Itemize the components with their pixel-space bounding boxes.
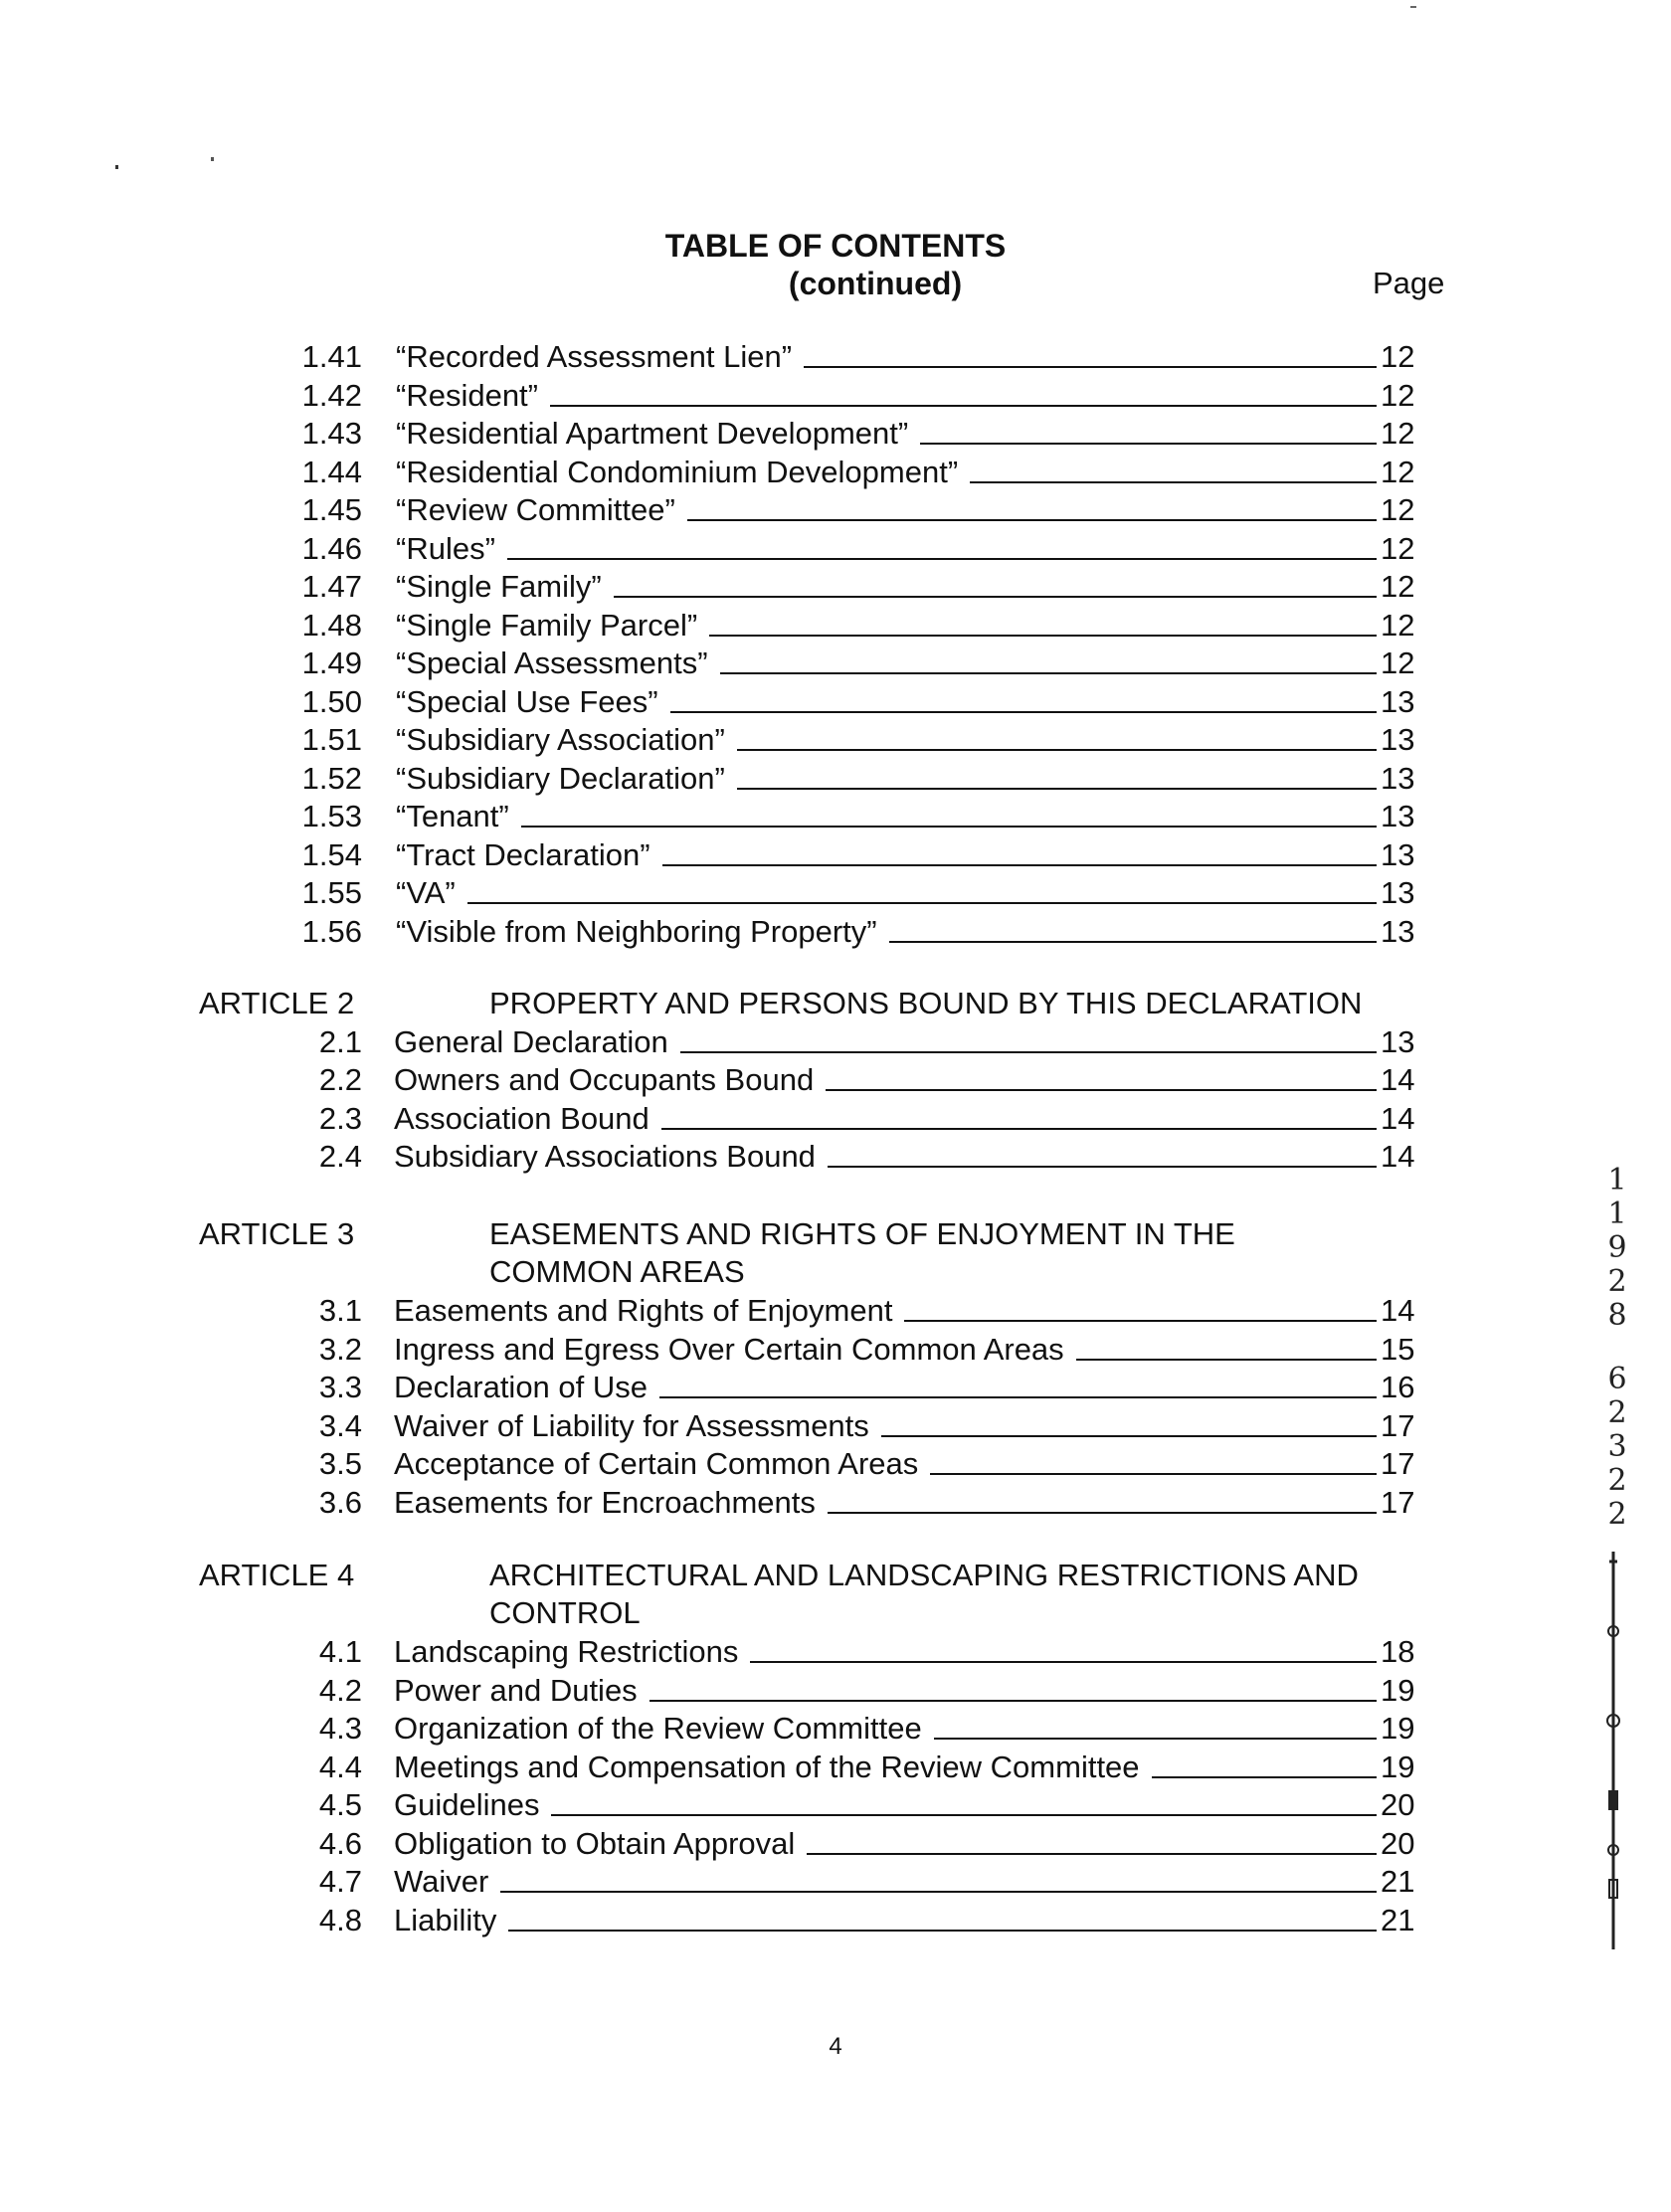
toc-entry-number: 1.56 xyxy=(301,913,362,949)
page-column-label: Page xyxy=(1373,266,1445,300)
toc-entry-label: General Declaration xyxy=(394,1023,668,1059)
toc-entry-label: “Rules” xyxy=(396,530,495,566)
dot-leader xyxy=(737,788,1377,790)
dot-leader xyxy=(467,902,1377,904)
toc-entry[interactable] xyxy=(0,1331,1671,1369)
toc-entry-number: 3.1 xyxy=(318,1293,362,1328)
toc-entry-label: “Resident” xyxy=(396,377,538,413)
toc-entry-label: Waiver of Liability for Assessments xyxy=(394,1407,869,1443)
dot-leader xyxy=(521,826,1377,828)
toc-entry-number: 1.51 xyxy=(301,722,362,757)
toc-entry[interactable] xyxy=(0,338,1671,376)
toc-entry-page: 19 xyxy=(1381,1672,1415,1708)
toc-entry-label: Obligation to Obtain Approval xyxy=(394,1825,796,1861)
toc-entry-page: 12 xyxy=(1381,530,1415,566)
toc-entry-number: 1.53 xyxy=(301,799,362,833)
toc-entry[interactable] xyxy=(0,645,1671,682)
toc-entry-label: Guidelines xyxy=(394,1787,540,1822)
toc-entry-page: 16 xyxy=(1381,1370,1415,1404)
toc-entry-label: “Subsidiary Association” xyxy=(396,722,725,757)
toc-entry[interactable] xyxy=(0,568,1671,606)
toc-entry[interactable] xyxy=(0,1902,1671,1939)
dot-leader xyxy=(507,558,1377,560)
toc-entry-number: 4.8 xyxy=(318,1902,362,1937)
toc-entry[interactable] xyxy=(0,1100,1671,1138)
toc-entry-label: Easements and Rights of Enjoyment xyxy=(394,1293,893,1328)
page-title: TABLE OF CONTENTS xyxy=(664,228,1007,264)
toc-entry-label: Subsidiary Associations Bound xyxy=(394,1139,816,1174)
toc-entry[interactable] xyxy=(0,836,1671,874)
toc-entry-page: 12 xyxy=(1381,645,1415,680)
binding-mark-icon xyxy=(1603,1552,1623,1949)
dot-leader xyxy=(828,1512,1377,1514)
toc-entry-page: 14 xyxy=(1381,1139,1415,1174)
toc-entry[interactable] xyxy=(0,1484,1671,1522)
scan-speck xyxy=(211,157,214,161)
toc-entry-number: 4.6 xyxy=(318,1825,362,1861)
toc-entry-page: 21 xyxy=(1381,1864,1415,1899)
toc-entry[interactable] xyxy=(0,415,1671,453)
toc-entry-page: 18 xyxy=(1381,1634,1415,1669)
dot-leader xyxy=(930,1473,1377,1475)
toc-entry[interactable] xyxy=(0,1445,1671,1483)
toc-entry-number: 4.2 xyxy=(318,1672,362,1708)
toc-entry[interactable] xyxy=(0,1633,1671,1671)
dot-leader xyxy=(970,481,1377,483)
article-label: ARTICLE 4 xyxy=(199,1558,355,1592)
toc-entry-label: Acceptance of Certain Common Areas xyxy=(394,1446,919,1481)
dot-leader xyxy=(670,711,1377,713)
toc-entry-label: Organization of the Review Committee xyxy=(394,1711,922,1746)
toc-entry-page: 12 xyxy=(1381,377,1415,413)
dot-leader xyxy=(828,1166,1377,1168)
toc-entry-label: Meetings and Compensation of the Review Committee xyxy=(394,1749,1140,1784)
toc-entry-number: 1.52 xyxy=(301,760,362,796)
toc-entry-label: Liability xyxy=(394,1902,497,1937)
toc-entry-number: 1.42 xyxy=(301,377,362,413)
dot-leader xyxy=(750,1661,1377,1663)
dot-leader xyxy=(650,1700,1377,1702)
toc-entry-label: “Special Use Fees” xyxy=(396,683,658,719)
toc-entry[interactable] xyxy=(0,1292,1671,1330)
toc-entry-page: 13 xyxy=(1381,913,1415,949)
toc-entry-number: 1.48 xyxy=(301,607,362,643)
toc-entry-page: 13 xyxy=(1381,875,1415,910)
toc-entry-number: 2.4 xyxy=(318,1139,362,1174)
toc-entry-number: 1.43 xyxy=(301,416,362,451)
toc-entry-label: “Residential Apartment Development” xyxy=(396,416,909,451)
toc-entry-number: 3.6 xyxy=(318,1484,362,1520)
page-subtitle: (continued) xyxy=(788,266,963,301)
toc-entry-page: 14 xyxy=(1381,1062,1415,1097)
toc-entry-number: 2.2 xyxy=(318,1062,362,1097)
toc-entry-number: 4.1 xyxy=(318,1634,362,1669)
toc-entry-number: 1.47 xyxy=(301,569,362,604)
toc-entry[interactable] xyxy=(0,530,1671,568)
dot-leader xyxy=(551,1814,1377,1816)
toc-entry-label: “Recorded Assessment Lien” xyxy=(396,339,793,374)
toc-entry-number: 3.3 xyxy=(318,1370,362,1404)
dot-leader xyxy=(500,1891,1377,1893)
toc-entry[interactable] xyxy=(0,874,1671,912)
page-number: 4 xyxy=(829,2033,842,2060)
dot-leader xyxy=(614,596,1377,598)
dot-leader xyxy=(680,1051,1377,1053)
dot-leader xyxy=(826,1089,1377,1091)
dot-leader xyxy=(804,366,1377,368)
toc-entry-label: “Tenant” xyxy=(396,799,509,833)
toc-entry[interactable] xyxy=(0,1672,1671,1710)
toc-entry-page: 12 xyxy=(1381,454,1415,489)
toc-entry[interactable] xyxy=(0,377,1671,415)
toc-entry-number: 3.2 xyxy=(318,1331,362,1367)
toc-entry-label: “Visible from Neighboring Property” xyxy=(396,913,877,949)
dot-leader xyxy=(659,1396,1377,1398)
toc-entry-number: 1.50 xyxy=(301,683,362,719)
toc-entry-page: 15 xyxy=(1381,1331,1415,1367)
article-label: ARTICLE 2 xyxy=(199,986,355,1020)
toc-entry[interactable] xyxy=(0,1138,1671,1176)
dot-leader xyxy=(508,1930,1377,1932)
toc-entry-label: “Review Committee” xyxy=(396,492,675,527)
toc-entry-page: 17 xyxy=(1381,1446,1415,1481)
dot-leader xyxy=(687,519,1377,521)
toc-entry-page: 20 xyxy=(1381,1787,1415,1822)
toc-entry-label: Ingress and Egress Over Certain Common Areas xyxy=(394,1331,1064,1367)
toc-entry-page: 14 xyxy=(1381,1100,1415,1136)
toc-entry-label: Association Bound xyxy=(394,1100,650,1136)
dot-leader xyxy=(662,864,1377,866)
toc-entry-page: 13 xyxy=(1381,836,1415,872)
dot-leader xyxy=(1076,1359,1377,1361)
toc-entry-number: 2.1 xyxy=(318,1023,362,1059)
scan-speck xyxy=(115,165,118,169)
toc-entry-label: Declaration of Use xyxy=(394,1370,649,1404)
toc-entry[interactable] xyxy=(0,683,1671,721)
toc-entry-page: 17 xyxy=(1381,1407,1415,1443)
toc-entry-page: 13 xyxy=(1381,722,1415,757)
toc-entry[interactable] xyxy=(0,721,1671,759)
toc-entry-number: 3.5 xyxy=(318,1446,362,1481)
toc-entry-number: 4.5 xyxy=(318,1787,362,1822)
toc-entry[interactable] xyxy=(0,1749,1671,1786)
toc-entry-number: 4.3 xyxy=(318,1711,362,1746)
toc-entry[interactable] xyxy=(0,798,1671,835)
article-title: EASEMENTS AND RIGHTS OF ENJOYMENT IN THE COMMON AREAS xyxy=(489,1216,1235,1289)
toc-entry[interactable] xyxy=(0,913,1671,951)
dot-leader xyxy=(904,1320,1377,1322)
toc-entry-page: 19 xyxy=(1381,1711,1415,1746)
toc-entry-number: 4.7 xyxy=(318,1864,362,1899)
toc-entry-label: Landscaping Restrictions xyxy=(394,1634,739,1669)
toc-entry[interactable] xyxy=(0,1863,1671,1901)
toc-entry[interactable] xyxy=(0,454,1671,491)
toc-entry-label: “Single Family Parcel” xyxy=(396,607,698,643)
toc-entry-page: 12 xyxy=(1381,416,1415,451)
toc-entry-page: 13 xyxy=(1381,760,1415,796)
toc-entry-page: 20 xyxy=(1381,1825,1415,1861)
toc-entry-number: 1.44 xyxy=(301,454,362,489)
dot-leader xyxy=(661,1128,1377,1130)
toc-entry-number: 1.49 xyxy=(301,645,362,680)
toc-entry-label: Owners and Occupants Bound xyxy=(394,1062,815,1097)
toc-entry-page: 13 xyxy=(1381,1023,1415,1059)
toc-entry-label: “Subsidiary Declaration” xyxy=(396,760,725,796)
toc-entry-number: 4.4 xyxy=(318,1749,362,1784)
toc-entry-page: 12 xyxy=(1381,607,1415,643)
toc-entry[interactable] xyxy=(0,1710,1671,1748)
toc-entry-label: “Residential Condominium Development” xyxy=(396,454,959,489)
dot-leader xyxy=(934,1738,1377,1740)
toc-entry-number: 1.54 xyxy=(301,836,362,872)
toc-entry[interactable] xyxy=(0,760,1671,798)
margin-stamp-number: 1 1 9 2 8 6 2 3 2 2 xyxy=(1607,1163,1627,1532)
dot-leader xyxy=(807,1853,1377,1855)
toc-entry-label: “Single Family” xyxy=(396,569,602,604)
dot-leader xyxy=(720,672,1377,674)
toc-entry-label: “VA” xyxy=(396,875,456,910)
dot-leader xyxy=(1152,1776,1377,1778)
dot-leader xyxy=(889,941,1377,943)
dot-leader xyxy=(737,749,1377,751)
toc-entry-page: 13 xyxy=(1381,799,1415,833)
toc-entry-label: Waiver xyxy=(394,1864,489,1899)
toc-entry-page: 14 xyxy=(1381,1293,1415,1328)
dot-leader xyxy=(920,443,1377,445)
toc-entry[interactable] xyxy=(0,1023,1671,1061)
toc-entry-number: 1.45 xyxy=(301,492,362,527)
toc-entry-number: 2.3 xyxy=(318,1100,362,1136)
scan-speck xyxy=(1410,6,1416,8)
toc-entry-page: 12 xyxy=(1381,492,1415,527)
toc-entry-number: 3.4 xyxy=(318,1407,362,1443)
article-title: PROPERTY AND PERSONS BOUND BY THIS DECLARATION xyxy=(489,986,1363,1020)
toc-entry-page: 12 xyxy=(1381,339,1415,374)
toc-entry[interactable] xyxy=(0,491,1671,529)
toc-entry[interactable] xyxy=(0,1407,1671,1445)
toc-entry-page: 13 xyxy=(1381,683,1415,719)
dot-leader xyxy=(709,635,1377,637)
toc-entry-page: 21 xyxy=(1381,1902,1415,1937)
toc-entry[interactable] xyxy=(0,1061,1671,1099)
toc-entry-label: “Tract Declaration” xyxy=(396,836,650,872)
toc-entry-label: “Special Assessments” xyxy=(396,645,708,680)
toc-entry-label: Power and Duties xyxy=(394,1672,638,1708)
toc-entry-number: 1.41 xyxy=(301,339,362,374)
dot-leader xyxy=(881,1435,1377,1437)
toc-entry[interactable] xyxy=(0,607,1671,645)
toc-entry-page: 12 xyxy=(1381,569,1415,604)
toc-entry-label: Easements for Encroachments xyxy=(394,1484,816,1520)
toc-entry[interactable] xyxy=(0,1786,1671,1824)
toc-entry[interactable] xyxy=(0,1825,1671,1863)
article-label: ARTICLE 3 xyxy=(199,1216,355,1251)
toc-entry-page: 19 xyxy=(1381,1749,1415,1784)
dot-leader xyxy=(550,405,1377,407)
article-title: ARCHITECTURAL AND LANDSCAPING RESTRICTIONS AND CONTROL xyxy=(489,1558,1359,1630)
toc-entry-page: 17 xyxy=(1381,1484,1415,1520)
toc-entry-number: 1.55 xyxy=(301,875,362,910)
toc-entry[interactable] xyxy=(0,1369,1671,1406)
toc-entry-number: 1.46 xyxy=(301,530,362,566)
